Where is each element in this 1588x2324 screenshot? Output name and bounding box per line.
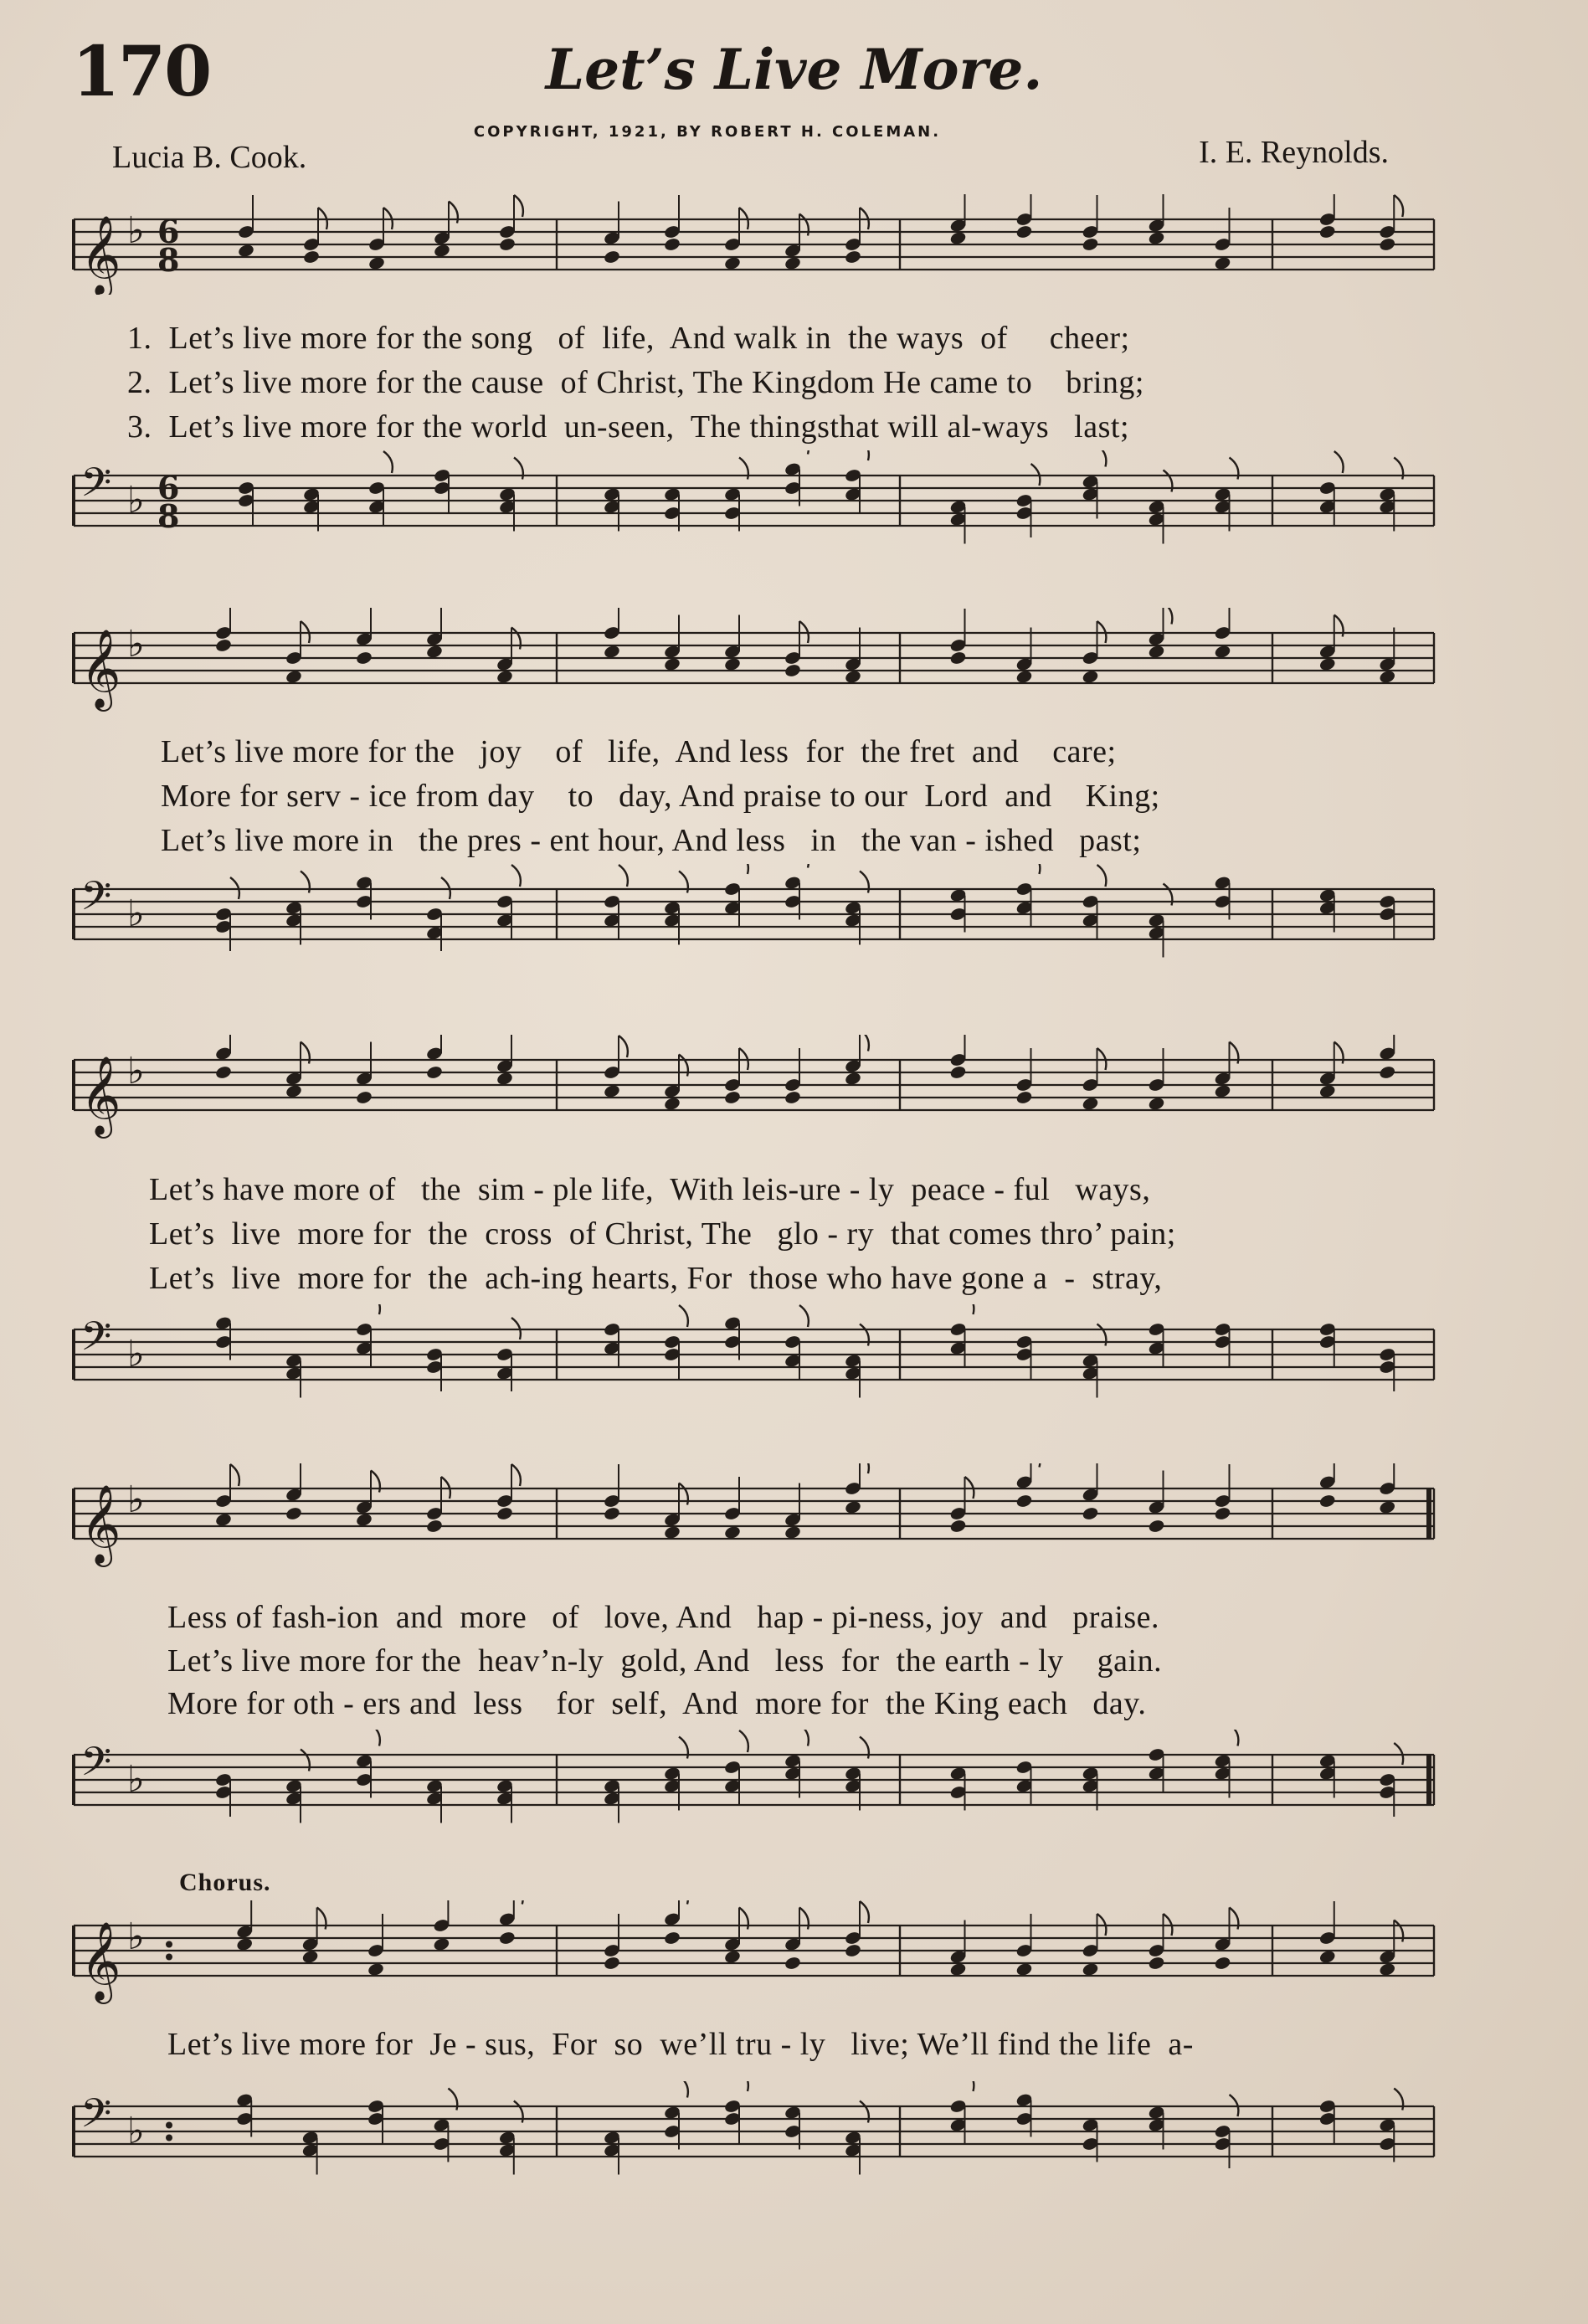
repeat-dot xyxy=(166,1941,172,1948)
note-head xyxy=(949,650,967,666)
note-head xyxy=(1015,224,1033,239)
note-flag xyxy=(965,2081,974,2091)
flat-icon: ♭ xyxy=(127,479,145,522)
treble-staff xyxy=(67,1035,1436,1152)
flat-icon: ♭ xyxy=(127,623,145,666)
verse-1-lyric-line: Let’s have more of the sim - ple life, With leis-ure - ly peace - ful ways, xyxy=(149,1172,1151,1207)
note-head xyxy=(214,638,232,653)
note-head xyxy=(1148,1519,1165,1534)
note-flag xyxy=(965,1304,974,1314)
treble-clef-icon: 𝄞 xyxy=(80,215,121,295)
music-system-chorus xyxy=(67,1900,1436,2294)
verse-2-lyric-line: Let’s live more for the cross of Christ, The glo - ry that comes thro’ pain; xyxy=(149,1216,1176,1252)
note-flag xyxy=(230,1464,239,1486)
treble-clef-icon: 𝄞 xyxy=(80,1056,121,1135)
music-system-2 xyxy=(67,608,1436,1026)
flat-icon: ♭ xyxy=(127,1758,145,1801)
note-flag xyxy=(371,1730,380,1746)
verse-1-lyric-line: 1. Let’s live more for the song of life, And walk in the ways of cheer; xyxy=(127,321,1130,356)
bass-staff xyxy=(67,2081,1436,2215)
note-flag xyxy=(679,1900,688,1905)
flat-icon: ♭ xyxy=(127,892,145,935)
verse-1-lyric-line: Less of fash-ion and more of love, And hap - pi-ness, joy and praise. xyxy=(167,1600,1160,1635)
note-flag xyxy=(860,450,869,460)
note-flag xyxy=(1031,1463,1041,1468)
verse-3-lyric-line: More for oth - ers and less for self, And more for the King each day. xyxy=(167,1686,1147,1721)
verse-3-lyric-line: Let’s live more for the ach-ing hearts, For those who have gone a - stray, xyxy=(149,1261,1163,1296)
treble-clef-icon: 𝄞 xyxy=(80,1484,121,1564)
note-flag xyxy=(1164,608,1173,625)
repeat-dot xyxy=(166,2135,172,2141)
note-flag xyxy=(514,195,523,217)
bass-clef-icon: 𝄢 xyxy=(80,459,112,516)
time-signature-top: 6 xyxy=(157,213,180,250)
note-flag xyxy=(739,864,748,874)
hymn-number: 170 xyxy=(72,32,211,112)
note-flag xyxy=(860,1035,869,1051)
music-system-4 xyxy=(67,1463,1436,1865)
verse-2-lyric-line: Let’s live more for the heav’n-ly gold, And less for the earth - ly gain. xyxy=(167,1643,1163,1679)
note-head xyxy=(1015,1494,1033,1509)
bass-clef-icon: 𝄢 xyxy=(80,1313,112,1370)
note-flag xyxy=(799,1305,809,1327)
note-flag xyxy=(1230,1730,1239,1746)
note-head xyxy=(603,249,620,265)
note-flag xyxy=(514,1900,523,1905)
note-head xyxy=(425,1065,443,1080)
time-signature-bottom: 8 xyxy=(157,497,180,535)
note-head xyxy=(784,663,801,678)
music-system-3 xyxy=(67,1035,1436,1453)
note-head xyxy=(355,650,373,666)
note-flag xyxy=(799,864,809,868)
treble-staff xyxy=(67,194,1436,295)
chorus-lyric-line: Let’s live more for Je - sus, For so we’ll tru - ly live; We’ll find the life a- xyxy=(167,2027,1194,2062)
treble-clef-icon: 𝄞 xyxy=(80,629,121,708)
note-flag xyxy=(511,865,521,887)
note-head xyxy=(949,1065,967,1080)
time-signature-bottom: 8 xyxy=(157,241,180,279)
note-head xyxy=(844,249,861,265)
treble-clef-icon: 𝄞 xyxy=(80,1921,121,2001)
verse-2-lyric-line: More for serv - ice from day to day, And praise to our Lord and King; xyxy=(161,779,1160,814)
note-head xyxy=(1379,237,1396,252)
note-flag xyxy=(679,2081,688,2098)
flat-icon: ♭ xyxy=(127,1915,145,1958)
note-head xyxy=(603,1506,620,1521)
note-head xyxy=(1082,1506,1099,1521)
composer-name: I. E. Reynolds. xyxy=(1199,135,1389,170)
note-head xyxy=(784,1956,801,1971)
note-head xyxy=(285,1506,302,1521)
bass-staff xyxy=(67,1730,1436,1855)
note-flag xyxy=(739,2081,748,2091)
bass-staff xyxy=(67,1304,1436,1438)
note-head xyxy=(603,1956,620,1971)
note-flag xyxy=(371,1304,380,1314)
verse-1-lyric-line: Let’s live more for the joy of life, And less for the fret and care; xyxy=(161,734,1117,769)
bass-clef-icon: 𝄢 xyxy=(80,1738,112,1795)
note-flag xyxy=(799,450,809,455)
note-flag xyxy=(619,1036,628,1057)
note-head xyxy=(498,237,516,252)
note-flag xyxy=(1097,865,1107,887)
note-head xyxy=(1082,237,1099,252)
note-head xyxy=(663,1931,681,1946)
note-head xyxy=(1148,1956,1165,1971)
note-head xyxy=(498,1931,516,1946)
flat-icon: ♭ xyxy=(127,1050,145,1093)
note-flag xyxy=(619,865,628,887)
flat-icon: ♭ xyxy=(127,1478,145,1521)
note-head xyxy=(844,1943,861,1958)
flat-icon: ♭ xyxy=(127,1333,145,1375)
hymn-title: Let’s Live More. xyxy=(545,37,1043,102)
note-head xyxy=(1015,1090,1033,1105)
flat-icon: ♭ xyxy=(127,2110,145,2152)
bass-staff xyxy=(67,450,1436,559)
treble-staff xyxy=(67,608,1436,725)
repeat-dot xyxy=(166,2122,172,2129)
note-head xyxy=(1318,224,1336,239)
music-system-1 xyxy=(67,194,1436,563)
time-signature-top: 6 xyxy=(157,469,180,506)
note-flag xyxy=(383,451,393,473)
note-head xyxy=(1379,1065,1396,1080)
repeat-dot xyxy=(166,1954,172,1961)
note-head xyxy=(1318,1494,1336,1509)
verse-3-lyric-line: 3. Let’s live more for the world un-seen, The thingsthat will al-ways last; xyxy=(127,409,1129,445)
lyricist-name: Lucia B. Cook. xyxy=(112,140,307,175)
bass-clef-icon: 𝄢 xyxy=(80,872,112,929)
note-head xyxy=(723,1090,741,1105)
copyright-notice: COPYRIGHT, 1921, BY ROBERT H. COLEMAN. xyxy=(473,123,942,141)
note-head xyxy=(1214,1956,1231,1971)
note-flag xyxy=(799,1730,809,1746)
note-head xyxy=(302,249,320,265)
note-flag xyxy=(1031,864,1041,874)
treble-staff xyxy=(67,1463,1436,1581)
note-head xyxy=(663,237,681,252)
note-flag xyxy=(860,1901,869,1923)
flat-icon: ♭ xyxy=(127,209,145,252)
note-flag xyxy=(511,1464,521,1486)
note-head xyxy=(425,1519,443,1534)
note-head xyxy=(214,1065,232,1080)
bass-clef-icon: 𝄢 xyxy=(80,2090,112,2147)
verse-3-lyric-line: Let’s live more in the pres - ent hour, And less in the van - ished past; xyxy=(161,823,1142,858)
note-flag xyxy=(679,1305,688,1327)
note-flag xyxy=(1334,451,1344,473)
note-flag xyxy=(860,1463,869,1473)
note-head xyxy=(949,1519,967,1534)
note-flag xyxy=(1097,450,1107,467)
bass-staff xyxy=(67,864,1436,998)
note-flag xyxy=(1394,195,1403,217)
note-head xyxy=(355,1090,373,1105)
verse-2-lyric-line: 2. Let’s live more for the cause of Christ, The Kingdom He came to bring; xyxy=(127,365,1144,400)
note-head xyxy=(496,1506,513,1521)
note-flag xyxy=(739,1730,748,1752)
note-head xyxy=(784,1090,801,1105)
note-head xyxy=(1214,1506,1231,1521)
chorus-label: Chorus. xyxy=(179,1869,271,1896)
treble-staff xyxy=(67,1900,1436,2009)
